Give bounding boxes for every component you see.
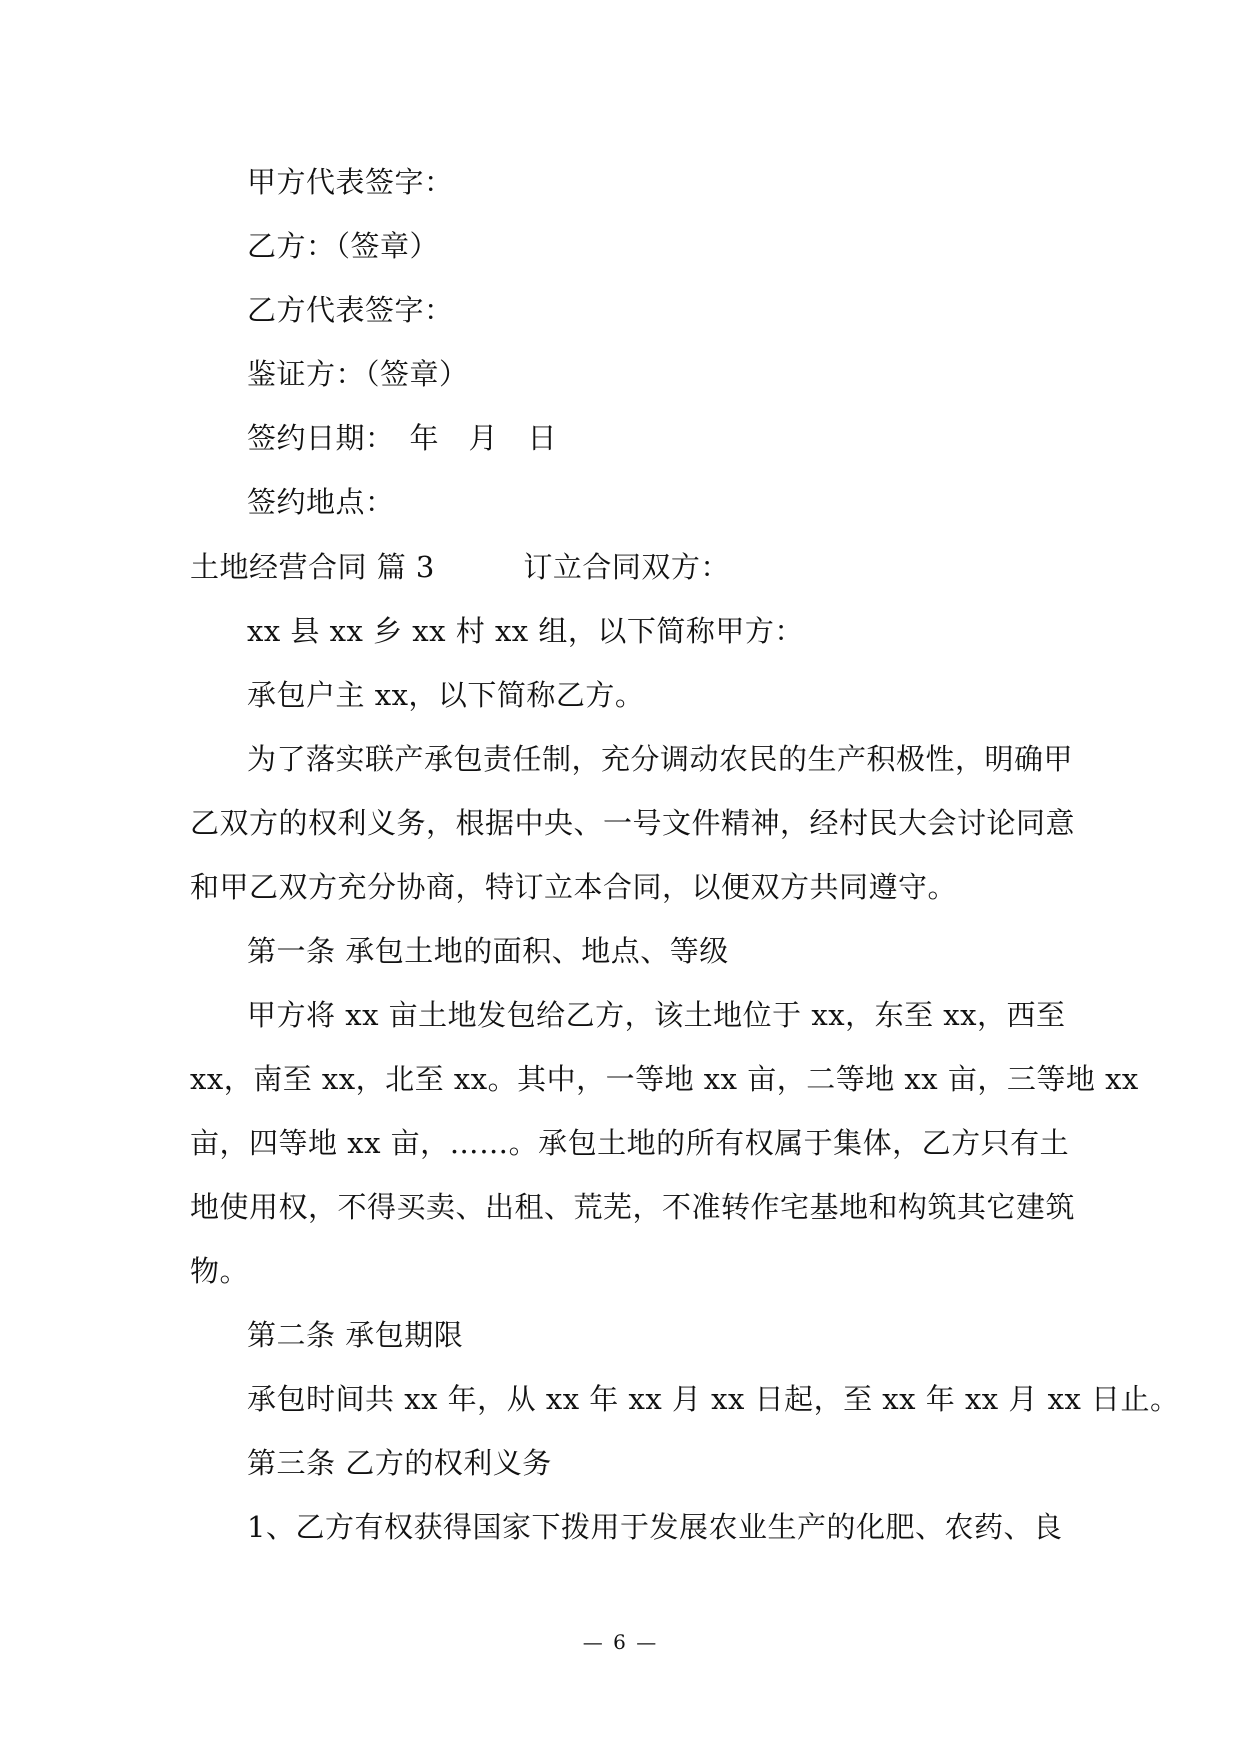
party-a-rep-signature: 甲方代表签字： (247, 165, 454, 199)
article-1-line-3: 亩，四等地 xx 亩，……。承包土地的所有权属于集体，乙方只有土 (190, 1126, 1070, 1160)
section-heading: 土地经营合同 篇 3 订立合同双方： (190, 550, 730, 584)
party-b-rep-signature: 乙方代表签字： (247, 293, 454, 327)
preamble-line-2: 乙双方的权利义务，根据中央、一号文件精神，经村民大会讨论同意 (190, 806, 1076, 840)
article-1-line-5: 物。 (190, 1254, 250, 1288)
article-1-line-4: 地使用权，不得买卖、出租、荒芜，不准转作宅基地和构筑其它建筑 (190, 1190, 1076, 1224)
signing-place: 签约地点： (247, 485, 395, 519)
article-1-line-1: 甲方将 xx 亩土地发包给乙方，该土地位于 xx，东至 xx，西至 (247, 998, 1066, 1032)
article-2-term: 承包时间共 xx 年，从 xx 年 xx 月 xx 日起，至 xx 年 xx 月 xx 日止。 (247, 1382, 1180, 1416)
article-3-item-1: 1、乙方有权获得国家下拨用于发展农业生产的化肥、农药、良 (247, 1510, 1063, 1544)
page-number: — 6 — (582, 1630, 659, 1654)
party-b-definition: 承包户主 xx，以下简称乙方。 (247, 678, 645, 712)
signing-date: 签约日期： 年 月 日 (247, 421, 558, 455)
article-1-heading: 第一条 承包土地的面积、地点、等级 (247, 934, 729, 968)
party-b-seal: 乙方：（签章） (247, 229, 440, 263)
preamble-line-3: 和甲乙双方充分协商，特订立本合同，以便双方共同遵守。 (190, 870, 958, 904)
party-a-definition: xx 县 xx 乡 xx 村 xx 组，以下简称甲方： (247, 614, 804, 648)
preamble-line-1: 为了落实联产承包责任制，充分调动农民的生产积极性，明确甲 (247, 742, 1074, 776)
article-1-line-2: xx，南至 xx，北至 xx。其中，一等地 xx 亩，二等地 xx 亩，三等地 xx (190, 1062, 1139, 1096)
witness-seal: 鉴证方：（签章） (247, 357, 469, 391)
article-2-heading: 第二条 承包期限 (247, 1318, 464, 1352)
article-3-heading: 第三条 乙方的权利义务 (247, 1446, 552, 1480)
